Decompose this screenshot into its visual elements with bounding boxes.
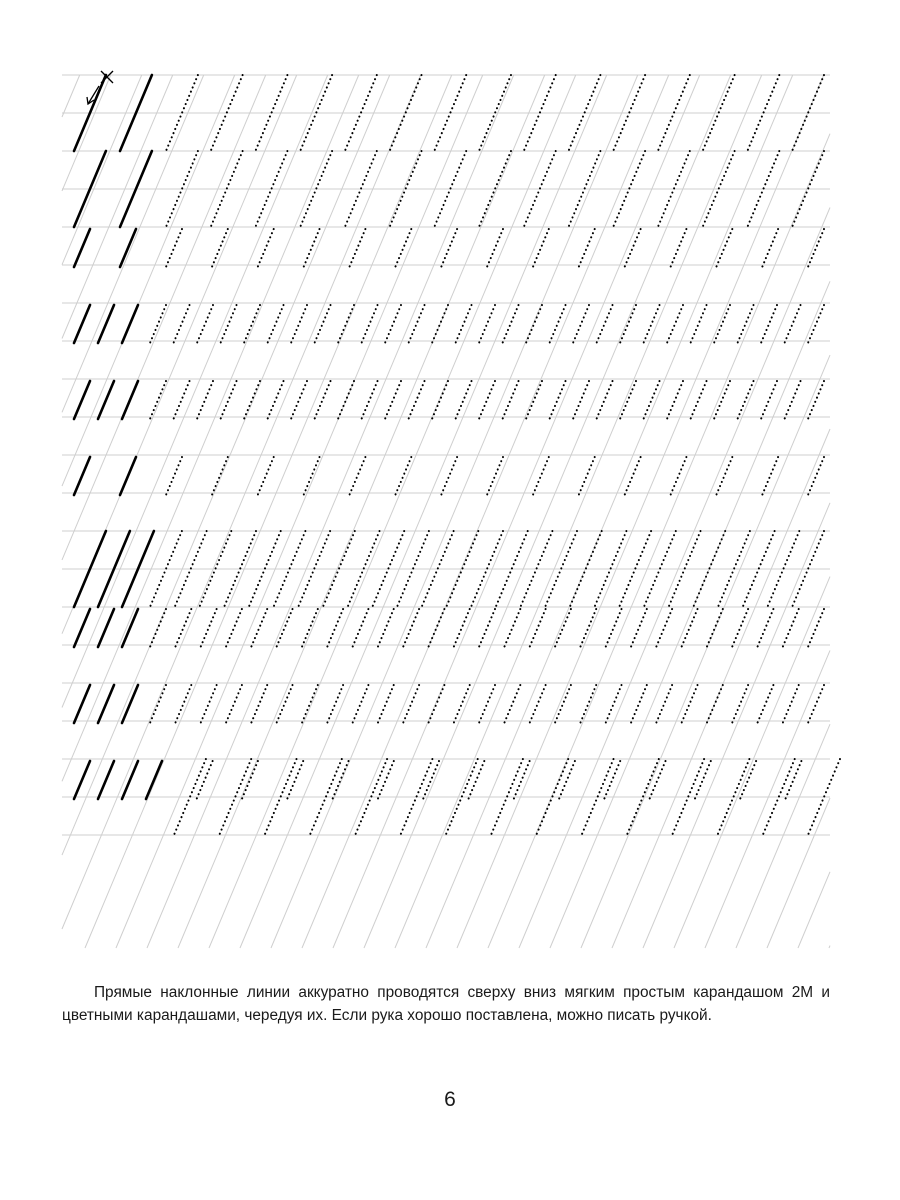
traced-dotted-stroke: [226, 685, 242, 723]
traced-dotted-stroke: [349, 457, 365, 495]
traced-dotted-stroke: [150, 685, 166, 723]
guide-slant-line: [62, 75, 80, 117]
traced-dotted-stroke: [353, 685, 369, 723]
traced-dotted-stroke: [456, 305, 472, 343]
guide-slant-line: [147, 75, 514, 948]
instruction-text: Прямые наклонные линии аккуратно проводятся сверху вниз мягким простым карандашом 2М и цветными карандашами, чередуя их. Если рука хорошо поставлена, можно писать ручкой.: [62, 984, 830, 1024]
traced-dotted-stroke: [691, 305, 707, 343]
guide-slant-line: [240, 75, 607, 948]
sample-stroke: [122, 305, 138, 343]
guide-slant-line: [736, 724, 830, 948]
guide-slant-line: [798, 872, 830, 948]
guide-slant-line: [705, 650, 830, 948]
traced-dotted-stroke: [454, 685, 470, 723]
sample-stroke: [98, 305, 114, 343]
traced-dotted-stroke: [268, 381, 284, 419]
traced-dotted-stroke: [526, 381, 542, 419]
page-number: 6: [444, 1088, 456, 1111]
sample-stroke: [122, 609, 138, 647]
guide-slant-line: [767, 798, 830, 948]
traced-dotted-stroke: [175, 685, 191, 723]
traced-dotted-stroke: [456, 381, 472, 419]
traced-dotted-stroke: [251, 685, 267, 723]
ruled-guide-lines: [62, 75, 830, 948]
traced-dotted-stroke: [533, 457, 549, 495]
traced-dotted-stroke: [166, 457, 182, 495]
traced-dotted-stroke: [479, 381, 495, 419]
traced-dotted-stroke: [530, 685, 546, 723]
traced-dotted-stroke: [716, 457, 732, 495]
guide-slant-line: [426, 75, 793, 948]
traced-dotted-stroke: [150, 609, 166, 647]
guide-slant-line: [302, 75, 669, 948]
traced-dotted-stroke: [644, 381, 660, 419]
traced-dotted-stroke: [174, 381, 190, 419]
traced-dotted-stroke: [550, 305, 566, 343]
guide-slant-line: [395, 75, 762, 948]
sample-stroke: [74, 609, 90, 647]
traced-dotted-stroke: [597, 381, 613, 419]
traced-dotted-stroke: [268, 305, 284, 343]
sample-stroke: [74, 457, 90, 495]
traced-dotted-stroke: [395, 457, 411, 495]
traced-dotted-stroke: [761, 305, 777, 343]
traced-dotted-stroke: [707, 609, 723, 647]
guide-slant-line: [62, 75, 111, 191]
traced-dotted-stroke: [762, 457, 778, 495]
guide-slant-line: [178, 75, 545, 948]
traced-dotted-stroke: [503, 305, 519, 343]
traced-dotted-stroke: [555, 685, 571, 723]
traced-dotted-stroke: [327, 609, 343, 647]
traced-dotted-stroke: [808, 229, 824, 267]
traced-dotted-stroke: [423, 761, 439, 799]
sample-stroke: [98, 381, 114, 419]
traced-dotted-stroke: [714, 381, 730, 419]
traced-dotted-stroke: [441, 229, 457, 267]
guide-slant-line: [488, 134, 830, 948]
guide-slant-line: [829, 946, 830, 948]
traced-dotted-stroke: [378, 761, 394, 799]
traced-dotted-stroke: [338, 305, 354, 343]
traced-dotted-stroke: [740, 761, 756, 799]
traced-dotted-stroke: [631, 609, 647, 647]
sample-stroke: [98, 761, 114, 799]
guide-slant-line: [62, 75, 235, 486]
guide-slant-line: [85, 75, 452, 948]
traced-dotted-stroke: [197, 761, 213, 799]
traced-dotted-stroke: [620, 305, 636, 343]
sample-stroke: [122, 685, 138, 723]
traced-dotted-stroke: [291, 305, 307, 343]
traced-dotted-stroke: [302, 685, 318, 723]
traced-dotted-stroke: [244, 305, 260, 343]
traced-dotted-stroke: [504, 609, 520, 647]
traced-dotted-stroke: [150, 381, 166, 419]
traced-dotted-stroke: [555, 609, 571, 647]
traced-dotted-stroke: [403, 685, 419, 723]
traced-dotted-stroke: [395, 229, 411, 267]
traced-dotted-stroke: [327, 685, 343, 723]
guide-slant-line: [62, 75, 359, 781]
guide-slant-line: [62, 75, 173, 339]
traced-dotted-stroke: [785, 381, 801, 419]
traced-dotted-stroke: [579, 229, 595, 267]
traced-dotted-stroke: [597, 305, 613, 343]
traced-dotted-stroke: [526, 305, 542, 343]
traced-dotted-stroke: [315, 381, 331, 419]
pen-start-cross-icon: [101, 71, 113, 83]
traced-dotted-stroke: [667, 381, 683, 419]
traced-dotted-stroke: [530, 609, 546, 647]
traced-dotted-stroke: [304, 457, 320, 495]
traced-dotted-stroke: [242, 761, 258, 799]
traced-dotted-stroke: [251, 609, 267, 647]
traced-dotted-stroke: [785, 761, 801, 799]
guide-slant-line: [364, 75, 731, 948]
traced-dotted-stroke: [385, 381, 401, 419]
traced-dotted-stroke: [504, 685, 520, 723]
traced-dotted-stroke: [197, 381, 213, 419]
traced-dotted-stroke: [487, 229, 503, 267]
traced-dotted-stroke: [287, 761, 303, 799]
guide-slant-line: [116, 75, 483, 948]
sample-stroke: [74, 229, 90, 267]
traced-dotted-stroke: [714, 305, 730, 343]
traced-dotted-stroke: [606, 685, 622, 723]
traced-dotted-stroke: [580, 685, 596, 723]
traced-dotted-stroke: [302, 609, 318, 647]
guide-slant-line: [581, 355, 830, 948]
traced-dotted-stroke: [221, 381, 237, 419]
traced-dotted-stroke: [808, 381, 824, 419]
traced-dotted-stroke: [479, 305, 495, 343]
traced-dotted-stroke: [315, 305, 331, 343]
traced-dotted-stroke: [732, 609, 748, 647]
traced-dotted-stroke: [197, 305, 213, 343]
sample-stroke: [74, 305, 90, 343]
traced-dotted-stroke: [353, 609, 369, 647]
guide-slant-line: [550, 281, 830, 948]
traced-dotted-stroke: [258, 457, 274, 495]
traced-dotted-stroke: [362, 305, 378, 343]
traced-dotted-stroke: [606, 609, 622, 647]
sample-stroke: [120, 229, 136, 267]
traced-dotted-stroke: [580, 609, 596, 647]
traced-dotted-stroke: [533, 229, 549, 267]
traced-dotted-stroke: [573, 381, 589, 419]
traced-dotted-stroke: [479, 685, 495, 723]
traced-dotted-stroke: [671, 229, 687, 267]
guide-slant-line: [62, 75, 266, 560]
sample-stroke: [74, 685, 90, 723]
guide-slant-line: [519, 208, 830, 949]
traced-dotted-stroke: [620, 381, 636, 419]
traced-dotted-stroke: [738, 381, 754, 419]
sample-stroke: [120, 457, 136, 495]
traced-dotted-stroke: [671, 457, 687, 495]
traced-dotted-stroke: [808, 609, 824, 647]
traced-dotted-stroke: [409, 381, 425, 419]
traced-dotted-stroke: [362, 381, 378, 419]
guide-slant-line: [333, 75, 700, 948]
traced-dotted-stroke: [667, 305, 683, 343]
traced-dotted-stroke: [349, 229, 365, 267]
traced-dotted-stroke: [201, 685, 217, 723]
traced-dotted-stroke: [783, 609, 799, 647]
traced-dotted-stroke: [783, 685, 799, 723]
traced-dotted-stroke: [716, 229, 732, 267]
traced-dotted-stroke: [559, 761, 575, 799]
sample-stroke: [146, 761, 162, 799]
sample-stroke: [98, 609, 114, 647]
traced-dotted-stroke: [277, 685, 293, 723]
traced-dotted-stroke: [573, 305, 589, 343]
traced-dotted-stroke: [226, 609, 242, 647]
traced-dotted-stroke: [762, 229, 778, 267]
traced-dotted-stroke: [631, 685, 647, 723]
traced-dotted-stroke: [212, 229, 228, 267]
guide-slant-line: [674, 577, 830, 948]
traced-dotted-stroke: [174, 305, 190, 343]
guide-slant-line: [62, 75, 142, 265]
traced-dotted-stroke: [738, 305, 754, 343]
traced-dotted-stroke: [166, 229, 182, 267]
traced-dotted-stroke: [604, 761, 620, 799]
traced-dotted-stroke: [579, 457, 595, 495]
traced-dotted-stroke: [291, 381, 307, 419]
traced-dotted-stroke: [378, 685, 394, 723]
traced-dotted-stroke: [385, 305, 401, 343]
guide-slant-line: [62, 75, 421, 929]
guide-slant-line: [457, 75, 824, 948]
traced-dotted-stroke: [212, 457, 228, 495]
traced-dotted-stroke: [432, 381, 448, 419]
traced-dotted-stroke: [757, 609, 773, 647]
traced-dotted-stroke: [808, 305, 824, 343]
traced-dotted-stroke: [503, 381, 519, 419]
guide-slant-line: [271, 75, 638, 948]
traced-dotted-stroke: [409, 305, 425, 343]
sample-stroke: [74, 381, 90, 419]
guide-slant-line: [643, 503, 830, 948]
traced-dotted-stroke: [625, 457, 641, 495]
traced-dotted-stroke: [808, 685, 824, 723]
traced-dotted-stroke: [244, 381, 260, 419]
traced-dotted-stroke: [150, 305, 166, 343]
traced-dotted-stroke: [277, 609, 293, 647]
sample-stroke: [122, 381, 138, 419]
guide-slant-line: [209, 75, 576, 948]
traced-dotted-stroke: [428, 685, 444, 723]
traced-dotted-stroke: [333, 761, 349, 799]
